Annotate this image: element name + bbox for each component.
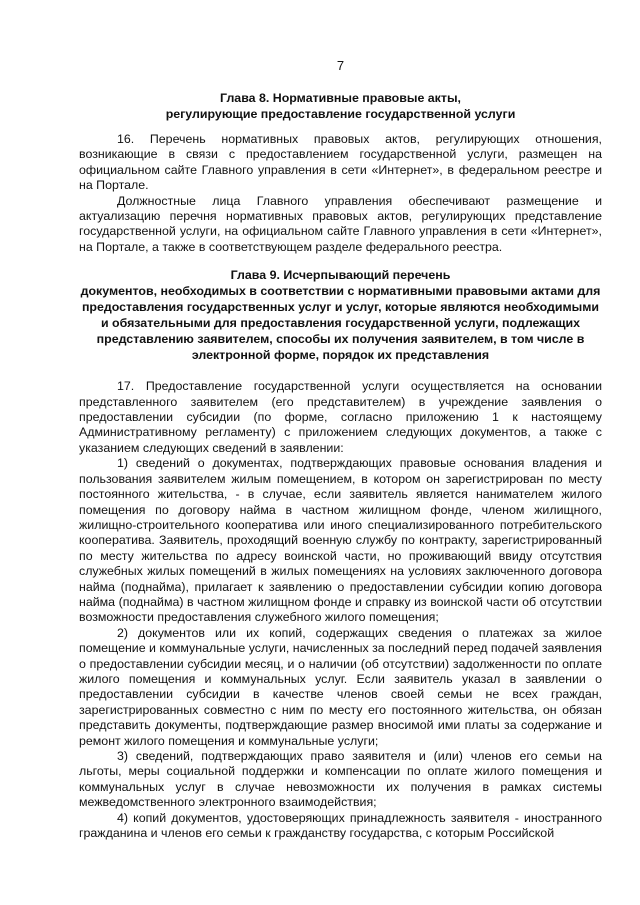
list-item-2: 2) документов или их копий, содержащих сведения о платежах за жилое помещение и коммунальные услуги, начисленных за последний перед подачей заявления о предоставлении субсидии месяц, и о наличии (об отсутствии) задолженности по оплате жилого помещения и коммунальных услуг. Если заявитель указал в заявлении о предоставлении субсидии в качестве членов своей семьи не всех граждан, зарегистрированных совместно с ним по месту его постоянного жительства, он обязан представить документы, подтверждающие размер вносимой ими платы за содержание и ремонт жилого помещения и коммунальные услуги; [79, 625, 602, 748]
chapter-9-title-line-1: Глава 9. Исчерпывающий перечень [230, 268, 451, 283]
paragraph-16: 16. Перечень нормативных правовых актов, регулирующих отношения, возникающие в связи с предоставлением государственной услуги, размещен на официальном сайте Главного управления в сети «Интернет», в федеральном реестре и на Портале. [79, 132, 602, 193]
paragraph-17: 17. Предоставление государственной услуги осуществляется на основании представленного заявителем (его представителем) в учреждение заявления о предоставлении субсидии (по форме, согласно приложению 1 к настоящему Административному регламенту) с приложением следующих документов, а также с указанием следующих сведений в заявлении: [79, 379, 602, 455]
chapter-8-title [79, 90, 602, 122]
chapter-8-title-line-2: регулирующие предоставление государственной услуги [165, 107, 516, 121]
list-item-1: 1) сведений о документах, подтверждающих правовые основания владения и пользования заявителем жилым помещением, в котором он зарегистрирован по месту постоянного жительства, - в случае, если заявитель является нанимателем жилого помещения по договору найма в частном жилищном фонде, членом жилищного, жилищно-строительного кооператива или иного специализированного потребительского кооператива. Заявитель, проходящий военную службу по контракту, зарегистрированный по месту жительства по адресу воинской части, но проживающий ввиду отсутствия служебных жилых помещений в жилых помещениях на условиях заключенного договора найма (поднайма), прилагает к заявлению о предоставлении субсидии копию договора найма (поднайма) в частном жилищном фонде и справку из воинской части об отсутствии возможности предоставления служебного жилого помещения; [79, 456, 602, 625]
chapter-8-title-line-1: Глава 8. Нормативные правовые акты, [220, 91, 461, 105]
list-item-4: 4) копий документов, удостоверяющих принадлежность заявителя - иностранного гражданина и членов его семьи к гражданству государства, с которым Российской [79, 810, 602, 841]
chapter-9-title-line-2: документов, необходимых в соответствии с нормативными правовыми актами для предоставления государственных услуг и услуг, которые являются необходимыми и обязательными для предоставления государственной услуги, подлежащих представлению заявителем, способы их получения заявителем, в том числе в электронной форме, порядок их представления [80, 284, 601, 363]
chapter-9-title [79, 267, 602, 363]
page-number: 7 [336, 58, 345, 73]
list-item-3: 3) сведений, подтверждающих право заявителя и (или) членов его семьи на льготы, меры социальной поддержки и компенсации по оплате жилого помещения и коммунальных услуг в случае невозможности их получения в рамках системы межведомственного электронного взаимодействия; [79, 749, 602, 810]
paragraph-16-officials: Должностные лица Главного управления обеспечивают размещение и актуализацию перечня нормативных правовых актов, регулирующих представление государственной услуги, на официальном сайте Главного управления в сети «Интернет», на Портале, а также в соответствующем разделе федерального реестра. [79, 193, 602, 254]
